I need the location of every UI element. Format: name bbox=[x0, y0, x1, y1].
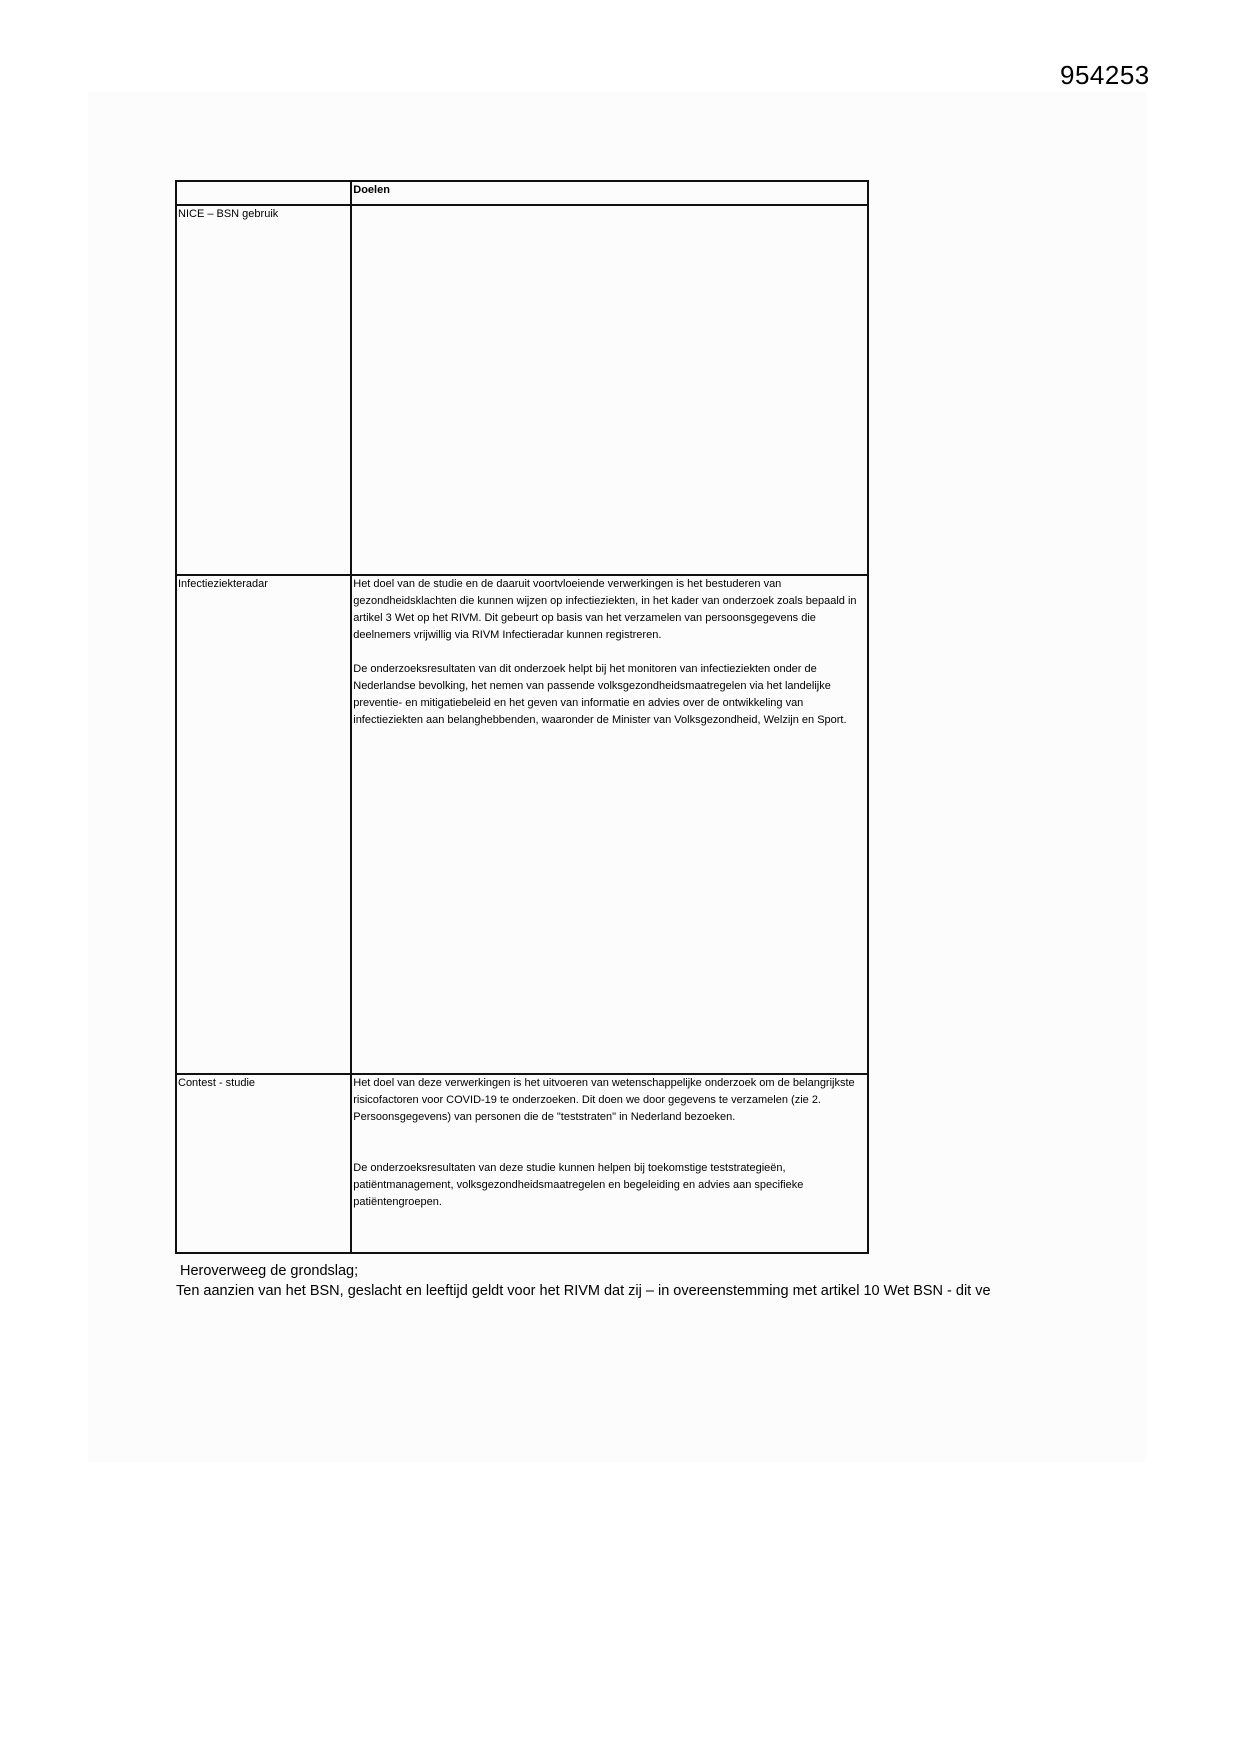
goal-paragraph: De onderzoeksresultaten van dit onderzoek helpt bij het monitoren van infectieziekten onder de Nederlandse bevolking, het nemen van passende volksgezondheidsmaatregelen via het landelijke preventie- en mitigatiebeleid en het geven van informatie en advies over de ontwikkeling van infectieziekten aan belanghebbenden, waaronder de Minister van Volksgezondheid, Welzijn en Sport. bbox=[353, 663, 847, 726]
header-goals-cell: Doelen bbox=[351, 181, 868, 205]
header-label-cell bbox=[176, 181, 351, 205]
row-label-contest: Contest - studie bbox=[176, 1074, 351, 1253]
goal-paragraph: Het doel van de studie en de daaruit voortvloeiende verwerkingen is het bestuderen van gezondheidsklachten die kunnen wijzen op infectieziekten, in het kader van onderzoek zoals bepaald in artikel 3 Wet op het RIVM. Dit gebeurt op basis van het verzamelen van persoonsgegevens die deelnemers vrijwillig via RIVM Infectieradar kunnen registreren. bbox=[353, 578, 857, 641]
body-line: Heroverweeg de grondslag; bbox=[180, 1263, 359, 1279]
row-label-infectieziekteradar: Infectieziekteradar bbox=[176, 575, 351, 1074]
document-id: 954253 bbox=[1060, 60, 1150, 90]
goal-paragraph: Het doel van deze verwerkingen is het uitvoeren van wetenschappelijke onderzoek om de belangrijkste risicofactoren voor COVID-19 te onderzoeken. Dit doen we door gegevens te verzamelen (zie 2. Persoonsgegevens) van personen die de "teststraten" in Nederland bezoeken. bbox=[353, 1077, 855, 1123]
row-goal-contest bbox=[351, 1074, 868, 1253]
body-text-after-table bbox=[176, 1261, 991, 1301]
table-row bbox=[176, 205, 868, 575]
goal-paragraph: De onderzoeksresultaten van deze studie kunnen helpen bij toekomstige teststrategieën, patiëntmanagement, volksgezondheidsmaatregelen en begeleiding en advies aan specifieke patiëntengroepen. bbox=[353, 1162, 804, 1208]
table-row bbox=[176, 1074, 868, 1253]
goals-table bbox=[175, 180, 869, 1254]
table-row bbox=[176, 575, 868, 1074]
body-line: Ten aanzien van het BSN, geslacht en leeftijd geldt voor het RIVM dat zij – in overeenstemming met artikel 10 Wet BSN - dit ve bbox=[176, 1283, 991, 1299]
table-header-row bbox=[176, 181, 868, 205]
row-goal-nice bbox=[351, 205, 868, 575]
row-label-nice: NICE – BSN gebruik bbox=[176, 205, 351, 575]
row-goal-infectieziekteradar bbox=[351, 575, 868, 1074]
